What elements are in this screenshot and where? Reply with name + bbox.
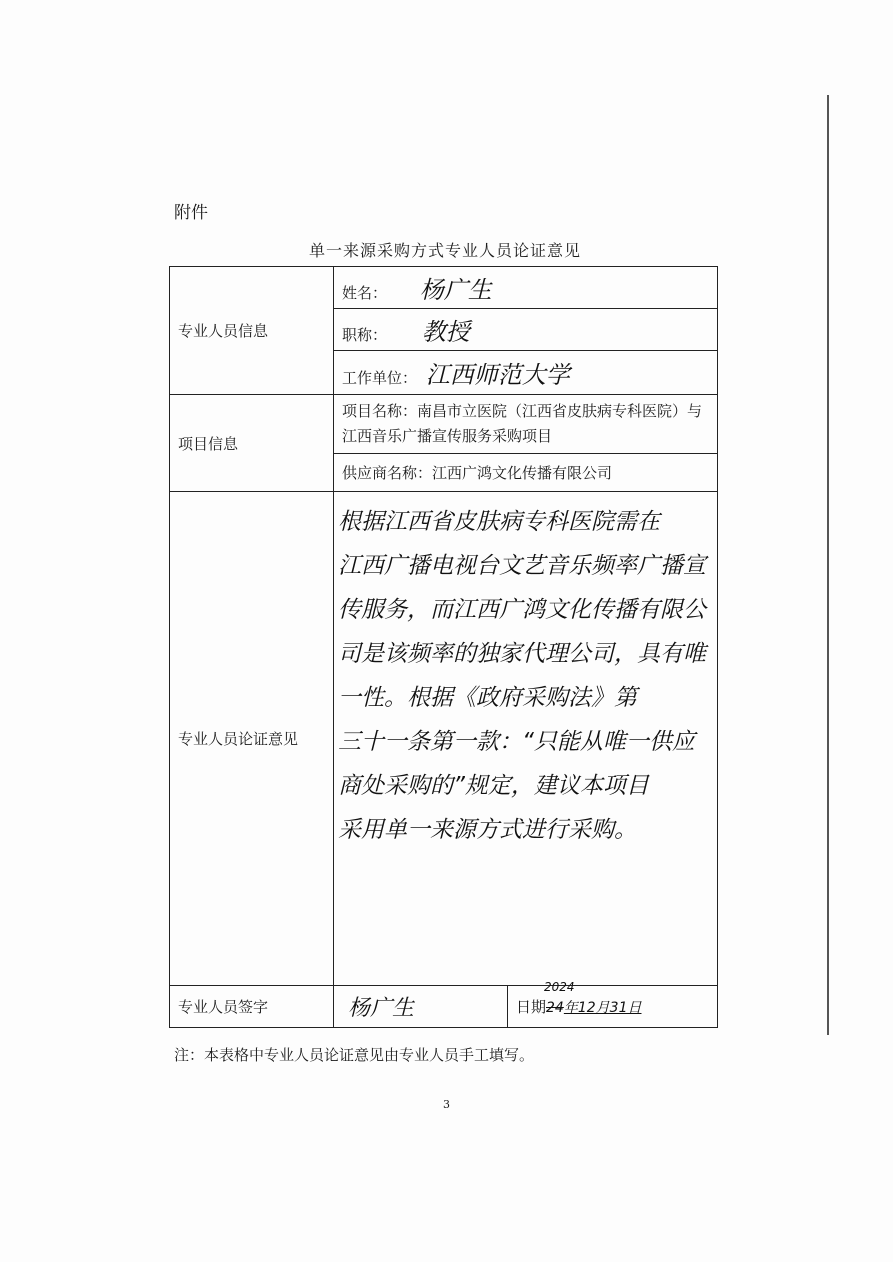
page-number: 3: [443, 1098, 450, 1111]
handwritten-signature: 杨广生: [348, 996, 415, 1021]
argument-form-table: [169, 266, 718, 1028]
crossed-year: 24: [546, 1000, 564, 1016]
supplier-name: 供应商名称：江西广鸿文化传播有限公司: [334, 454, 718, 492]
handwritten-date: 年12月31日: [563, 1000, 642, 1016]
scan-margin-line: [827, 95, 829, 1035]
job-title-row: [334, 309, 718, 351]
opinion-line: 采用单一来源方式进行采购。: [338, 817, 637, 843]
project-name: 项目名称：南昌市立医院（江西省皮肤病专科医院）与江西音乐广播宣传服务采购项目: [334, 395, 718, 454]
job-title-label: 职称：: [342, 326, 388, 344]
handwritten-year: 2024: [544, 980, 575, 994]
opinion-line: 商处采购的”规定，建议本项目: [338, 773, 649, 799]
signature-label: 专业人员签字: [170, 986, 334, 1028]
handwritten-job-title: 教授: [421, 318, 470, 346]
attachment-label: 附件: [174, 203, 208, 223]
opinion-line: 江西广播电视台文艺音乐频率广播宣: [338, 553, 706, 579]
date-label: 日期: [516, 998, 547, 1016]
handwritten-work-unit: 江西师范大学: [425, 361, 570, 389]
handwritten-opinion: [334, 492, 718, 986]
form-title: 单一来源采购方式专业人员论证意见: [308, 241, 581, 260]
opinion-line: 司是该频率的独家代理公司，具有唯: [338, 641, 706, 667]
name-label: 姓名：: [342, 284, 388, 302]
work-unit-row: [334, 351, 718, 395]
handwritten-name: 杨广生: [419, 276, 492, 304]
name-row: [334, 267, 718, 309]
opinion-line: 根据江西省皮肤病专科医院需在: [338, 509, 660, 535]
opinion-line: 传服务，而江西广鸿文化传播有限公: [338, 597, 706, 623]
work-unit-label: 工作单位：: [342, 369, 418, 387]
opinion-line: 三十一条第一款：“只能从唯一供应: [338, 729, 695, 755]
opinion-label: 专业人员论证意见: [170, 492, 334, 986]
opinion-line: 一性。根据《政府采购法》第: [338, 685, 637, 711]
project-info-label: 项目信息: [170, 395, 334, 492]
professional-info-label: 专业人员信息: [170, 267, 334, 395]
signature-cell: [334, 986, 508, 1028]
date-cell: [508, 980, 718, 1028]
footnote: 注：本表格中专业人员论证意见由专业人员手工填写。: [174, 1046, 535, 1064]
